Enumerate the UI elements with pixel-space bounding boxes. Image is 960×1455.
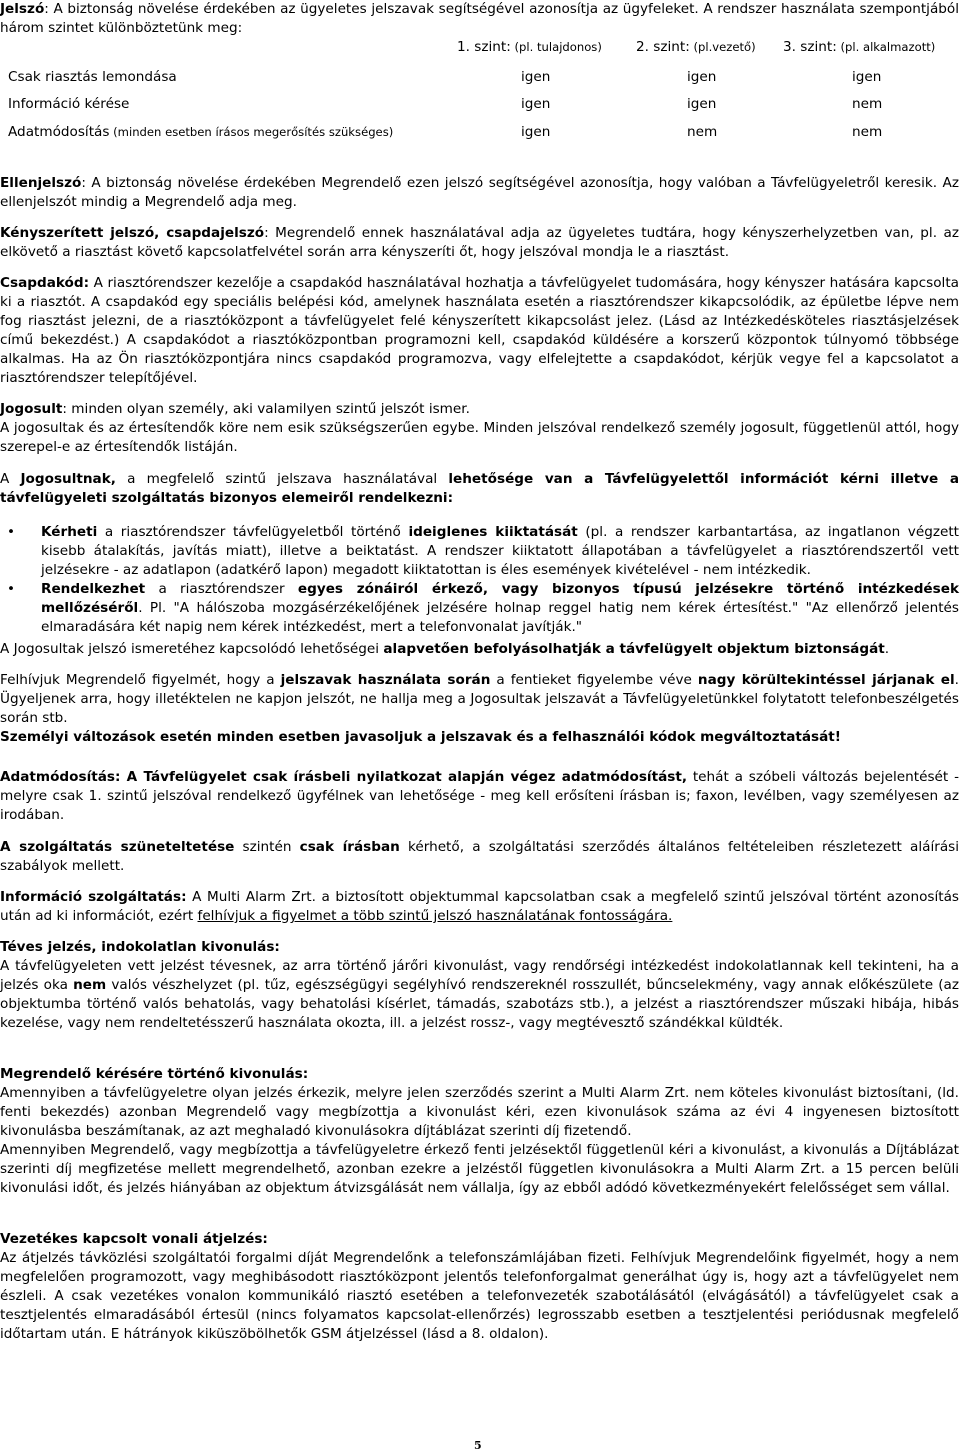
cell-level-3: nem	[852, 124, 883, 140]
table-header-level-3: 3. szint: (pl. alkalmazott)	[783, 39, 936, 55]
cell-level-1: igen	[521, 124, 551, 140]
wired-line-paragraph: Vezetékes kapcsolt vonali átjelzés: Az átjelzés távközlési szolgáltatói forgalmi díját Megrendelőnk a telefonszámlájában fizeti. Felhívjuk Megrendelőink figyelmét, hogy a nem megfelelően programozott, vagy meghibásodott riasztóközpont jelentős telefonforgalmat generálhat úgy is, hogy azt a távfelügyelet nem észleli. A csak vezetékes vonalon kommunikáló riasztó esetében a telefonvezeték szabotálásától (elvágásától) a távfelügyelet csak a tesztjelentés elmaradásából értesül (nincs folyamatos kapcsolat-ellenőrzés) legrosszabb esetben a tesztjelentési periódusnak megfelelő időtartam után. E hátrányok kiküszöbölhetők GSM átjelzéssel (lásd a 8. oldalon).	[0, 1231, 959, 1342]
information-paragraph: Információ szolgáltatás: A Multi Alarm Zrt. a biztosított objektummal kapcsolatban csak a megfelelő szintű jelszóval történt azonosítás után ad ki információt, ezért felhívjuk a figyelmet a több szintű jelszó használatának fontosságára.	[0, 889, 959, 924]
client-request-heading: Megrendelő kérésére történő kivonulás:	[0, 1066, 309, 1082]
trap-code-paragraph: Csapdakód: A riasztórendszer kezelője a csapdakód használatával hozhatja a távfelügyelet tudomására, hogy kényszer hatására kapcsolta ki a riasztót. A csapdakód egy speciális belépési kód, amelynek használata esetén a riasztórendszer kikapcsolódik, az épületbe lépve nem fog riasztást jelezni, de a riasztóközpont a távfelügyelet felé kényszerített kikapcsolást jelez. (Lásd az Intézkedésköteles riasztásjelzések című bekezdést.) A csapdakódot a riasztóközpontban programozni kell, csapdakód küldésére a korszerű központok túlnyomó többsége alkalmas. Ha az Ön riasztóközpontjára nincs csapdakód programozva, vagy elfelejtette a csapdakódot, kérjük vegye fel a kapcsolatot a riasztórendszer telepítőjével.	[0, 275, 959, 386]
list-item: • Kérheti a riasztórendszer távfelügyeletből történő ideiglenes kiiktatását (pl. a rendszer karbantartása, az ingatlanon végzett kisebb átalakítás, javítás miatt), illetve a beiktatást. A rendszer kiiktatott állapotában a távfelügyelet a riasztórendszertől vett jelzésekre - az adatlapon (adatkérő lapon) megadott kiiktatottan is éles események kivételével - nem intézkedik.	[7, 524, 959, 578]
rights-list	[0, 523, 959, 637]
false-alarm-heading: Téves jelzés, indokolatlan kivonulás:	[0, 939, 280, 955]
page-number: 5	[474, 1439, 482, 1452]
client-request-paragraph: Megrendelő kérésére történő kivonulás: Amennyiben a távfelügyeletre olyan jelzés érkezik, melyre jelen szerződés szerint a Multi Alarm Zrt. nem köteles kivonulást biztosítani, (ld. fenti bekezdés) azonban Megrendelő vagy megbízottja a kivonulást kéri, ezen kivonulások száma az évi 4 ingyenesen biztosított kivonulásba beszámítanak, az azt meghaladó kivonulásokra díjtáblázat szerinti díj fizetendő. Amennyiben Megrendelő, vagy megbízottja a távfelügyeletre érkező fenti jelzésektől függetlenül kéri a kivonulást, a kivonulás a Díjtáblázat szerinti díj megfizetése mellett megrendelhető, azonban ezekre a jelzéstől független kivonulásokra a Multi Alarm Zrt. a 15 percen belüli kivonulási időt, és jelzés hiányában az objektum átvizsgálását nem vállalja, így az ebből adódó következményekért felelősséget sem vállal.	[0, 1066, 959, 1196]
data-modification-paragraph: Adatmódosítás: A Távfelügyelet csak írásbeli nyilatkozat alapján végez adatmódosítást, tehát a szóbeli változás bejelentését - melyre csak 1. szintű jelszóval rendelkező ügyfélnek van lehetősége - meg kell erősíteni írásban is; faxon, levélben, vagy személyesen az irodában.	[0, 769, 959, 823]
countersign-paragraph: Ellenjelszó: A biztonság növelése érdekében Megrendelő ezen jelszó segítségével azonosítja, hogy valóban a Távfelügyeletről keresik. Az ellenjelszót mindig a Megrendelő adja meg.	[0, 175, 959, 210]
table-header-level-2: 2. szint: (pl.vezető)	[636, 39, 756, 55]
cell-level-1: igen	[521, 69, 551, 85]
list-item: • Rendelkezhet a riasztórendszer egyes zónáiról érkező, vagy bizonyos típusú jelzésekre történő intézkedések mellőzéséről. Pl. "A hálószoba mozgásérzékelőjének jelzésére holnap reggel hatig nem kérek értesítést." "Az ellenőrző jelentés elmaradására két napig nem kérek intézkedést, mert a telefonvonalat javítják."	[7, 581, 959, 635]
row-label: Adatmódosítás (minden esetben írásos megerősítés szükséges)	[8, 124, 394, 140]
cell-level-2: igen	[687, 69, 717, 85]
suspension-paragraph: A szolgáltatás szüneteltetése szintén csak írásban kérhető, a szolgáltatási szerződés általános feltételeiben részletezett aláírási szabályok mellett.	[0, 839, 960, 874]
table-row	[0, 68, 960, 88]
wired-line-heading: Vezetékes kapcsolt vonali átjelzés:	[0, 1231, 268, 1247]
table-row	[0, 123, 960, 143]
attention-paragraph: Felhívjuk Megrendelő figyelmét, hogy a jelszavak használata során a fentieket figyelembe véve nagy körültekintéssel járjanak el. Ügyeljenek arra, hogy illetéktelen ne kapjon jelszót, ne hallja meg a Jogosultak jelszavát a Távfelügyeletünkkel folytatott telefonbeszélgetés során stb. Személyi változások esetén minden esetben javasoljuk a jelszavak és a felhasználói kódok megváltoztatását!	[0, 672, 959, 745]
row-label: Információ kérése	[8, 96, 130, 112]
row-label: Csak riasztás lemondása	[8, 69, 177, 85]
cell-level-3: nem	[852, 96, 883, 112]
table-header-level-1: 1. szint: (pl. tulajdonos)	[457, 39, 602, 55]
intro-paragraph	[0, 0, 959, 38]
cell-level-2: igen	[687, 96, 717, 112]
authorized-person-paragraph: Jogosult: minden olyan személy, aki valamilyen szintű jelszót ismer. A jogosultak és az értesítendők köre nem esik szükségszerűen egybe. Minden jelszóval rendelkező személy jogosult, függetlenül attól, hogy szerepel-e az értesítendők listáján.	[0, 401, 959, 455]
intro-term: Jelszó	[0, 1, 45, 17]
knowledge-paragraph: A Jogosultak jelszó ismeretéhez kapcsolódó lehetőségei alapvetően befolyásolhatják a távfelügyelt objektum biztonságát.	[0, 641, 890, 657]
duress-password-paragraph: Kényszerített jelszó, csapdajelszó: Megrendelő ennek használatával adja az ügyeletes tudtára, hogy kényszerhelyzetben van, pl. az elkövető a riasztást követő kapcsolatfelvétel során arra kényszeríti őt, hogy jelszóval mondja le a riasztást.	[0, 225, 959, 260]
cell-level-2: nem	[687, 124, 718, 140]
false-alarm-paragraph: Téves jelzés, indokolatlan kivonulás: A távfelügyeleten vett jelzést tévesnek, az arra történő járőri kivonulást, vagy rendőrségi intézkedést indokolatlannak kell tekinteni, ha a jelzés oka nem valós vészhelyzet (pl. tűz, egészségügyi segélyhívó rendszereknél rosszullét, bűncselekmény, vagy annak előkészülete (az objektumba történő valós behatolás, vagy behatolási kísérlet, támadás, szabotázs stb.), a jelzést a riasztórendszer műszaki hibája, hibás kezelése, vagy nem rendeltetésszerű használata okozta, ill. a jelzést rossz-, vagy megtévesztő szándékkal küldték.	[0, 939, 960, 1031]
cell-level-3: igen	[852, 69, 882, 85]
intro-text: : A biztonság növelése érdekében az ügyeletes jelszavak segítségével azonosítja az ügyfeleket. A rendszer használata szempontjából három szintet különböztetünk meg:	[0, 1, 959, 36]
cell-level-1: igen	[521, 96, 551, 112]
password-levels-table	[0, 38, 960, 148]
table-row	[0, 95, 960, 115]
authorized-rights-paragraph: A Jogosultnak, a megfelelő szintű jelszava használatával lehetősége van a Távfelügyelettől információt kérni illetve a távfelügyeleti szolgáltatás bizonyos elemeiről rendelkezni:	[0, 471, 960, 506]
